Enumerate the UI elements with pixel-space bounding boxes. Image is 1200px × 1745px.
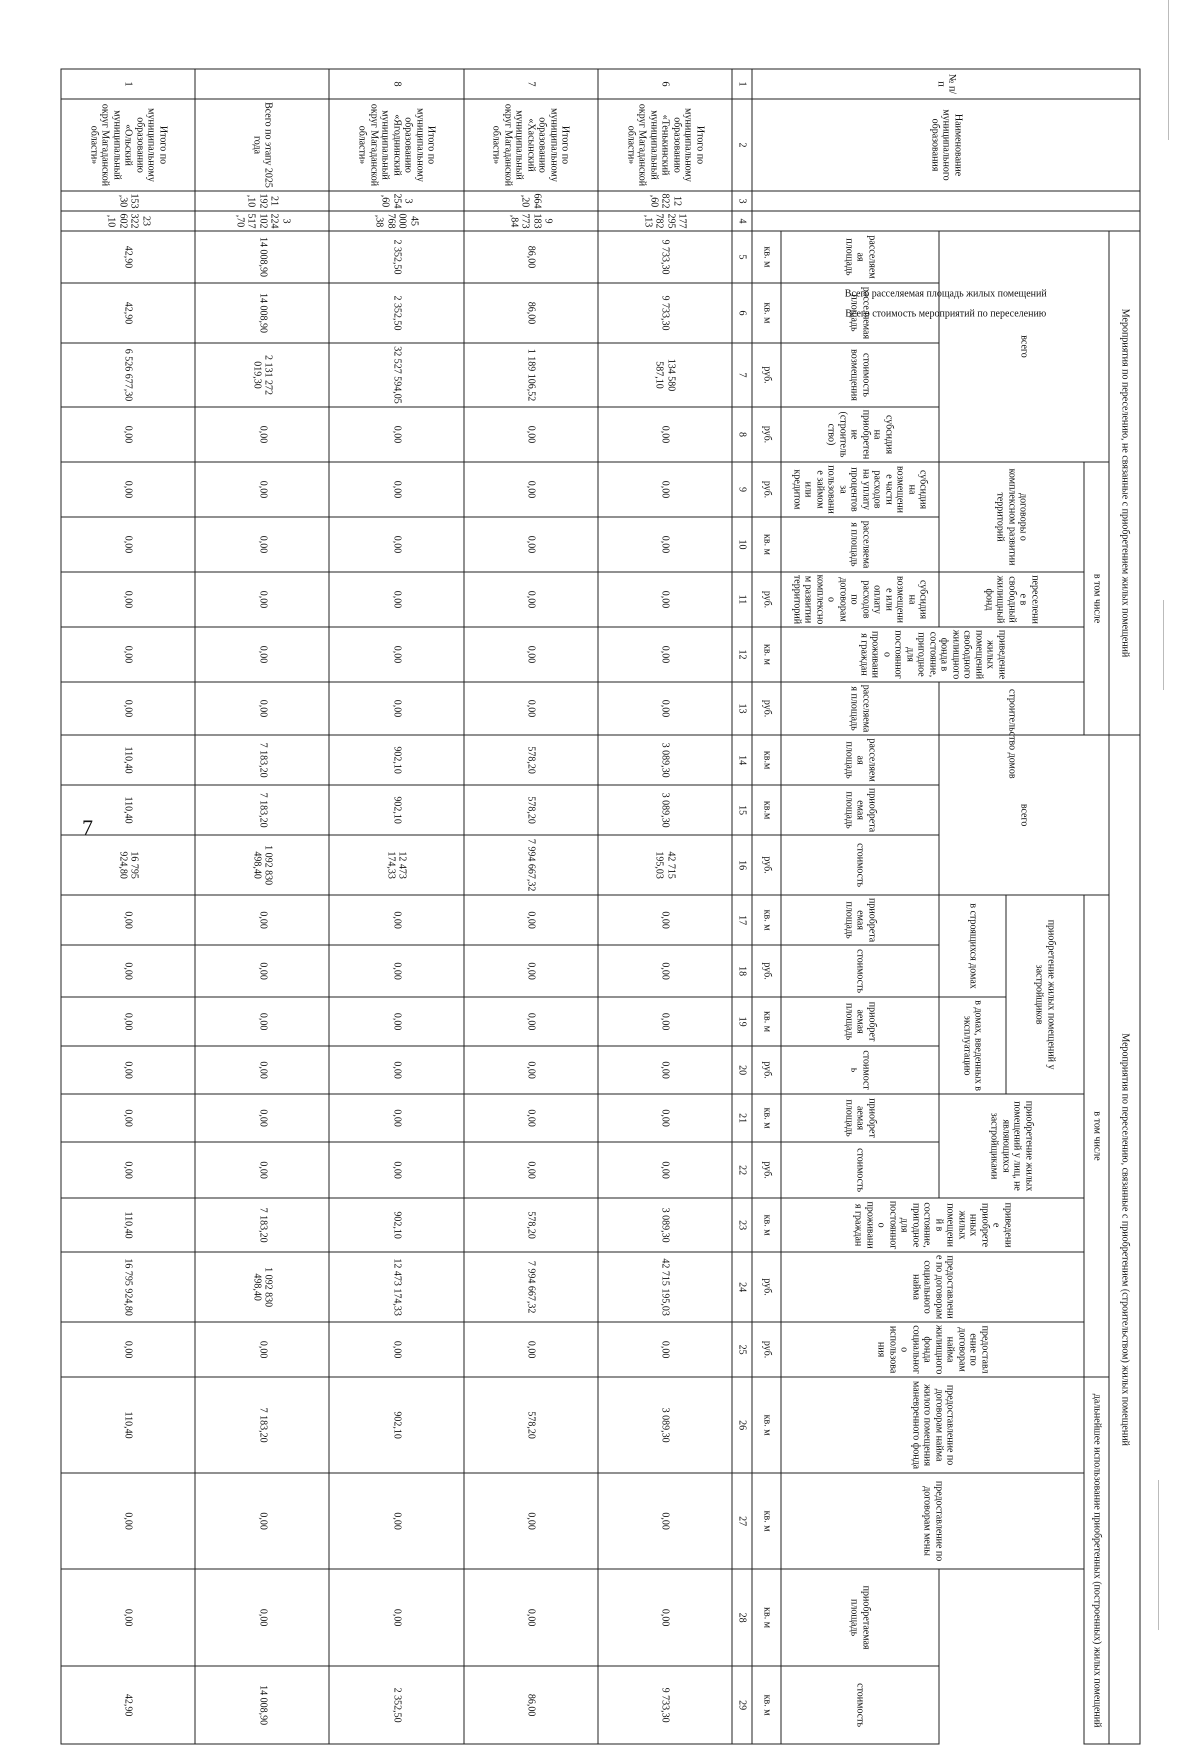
cell-c18: 0,00: [195, 945, 329, 997]
cell-c29: 42,90: [61, 1666, 195, 1744]
header-total-related: всего: [938, 735, 1108, 895]
cell-c10: 0,00: [329, 517, 463, 572]
header-bringing-free: приведение жилых помещений свободного жилищного фонда в состояние, пригодное для постоянного проживания граждан: [781, 627, 1084, 682]
unit-c29: кв. м: [752, 1666, 781, 1744]
unit-c20: руб.: [752, 1046, 781, 1094]
column-number: 15: [731, 785, 751, 835]
cell-c29: 86,00: [463, 1666, 597, 1744]
cell-c13: 0,00: [597, 682, 731, 735]
cell-c18: 0,00: [61, 945, 195, 997]
header-c11: субсидия на возмещение или оплату расходов по договорам о комплексном развитии территорий: [781, 572, 939, 627]
cell-c28: 0,00: [329, 1569, 463, 1666]
cell-c4: 45 000 768,38: [329, 211, 463, 231]
cell-c26: 578,20: [463, 1377, 597, 1473]
cell-c15: 7 183,20: [195, 785, 329, 835]
cell-c9: 0,00: [463, 462, 597, 517]
header-c20: стоимость: [781, 1046, 939, 1094]
header-further-use: дальнейшее использование приобретенных (построенных) жилых помещений: [1084, 1377, 1109, 1744]
cell-c7: 1 189 106,52: [463, 343, 597, 407]
table-row: [597, 69, 731, 1744]
header-group-not-related: Мероприятия по переселению, не связанные с приобретением жилых помещений: [1108, 231, 1139, 735]
cell-c27: 0,00: [597, 1473, 731, 1569]
cell-c14: 7 183,20: [195, 735, 329, 785]
column-number: 23: [731, 1198, 751, 1252]
cell-c4: 9 183 773,84: [463, 211, 597, 231]
column-number: 21: [731, 1094, 751, 1142]
unit-c7: руб.: [752, 343, 781, 407]
row-mo-name: Итого по муниципальному образованию «Ягоднинский муниципальный округ Магаданской области»: [329, 99, 463, 191]
row-mo-name: Итого по муниципальному образованию «Тенькинский муниципальный округ Магаданской области»: [597, 99, 731, 191]
header-c17: приобретаемая площадь: [781, 895, 939, 945]
cell-c9: 0,00: [61, 462, 195, 517]
column-number: 7: [731, 343, 751, 407]
cell-c8: 0,00: [463, 407, 597, 462]
column-number: 3: [731, 191, 751, 211]
header-group-related: Мероприятия по переселению, связанные с приобретением (строительством) жилых помещений: [1108, 735, 1139, 1744]
cell-c7: 32 527 594,05: [329, 343, 463, 407]
header-c8: субсидия на приобретение (строительство): [781, 407, 939, 462]
cell-c21: 0,00: [329, 1094, 463, 1142]
cell-c17: 0,00: [597, 895, 731, 945]
cell-c20: 0,00: [463, 1046, 597, 1094]
cell-c9: 0,00: [597, 462, 731, 517]
header-lease-social-use: предоставление по договорам найма жилищного фонда социального использования: [781, 1322, 1084, 1377]
unit-c10: кв. м: [752, 517, 781, 572]
column-number: 25: [731, 1322, 751, 1377]
cell-c19: 0,00: [61, 997, 195, 1046]
unit-c26: кв. м: [752, 1377, 781, 1473]
table-row: [329, 69, 463, 1744]
cell-c15: 578,20: [463, 785, 597, 835]
cell-c7: 6 526 677,30: [61, 343, 195, 407]
cell-c24: 42 715 195,03: [597, 1252, 731, 1322]
cell-c23: 902,10: [329, 1198, 463, 1252]
table-row: [463, 69, 597, 1744]
cell-c16: 16 795 924,80: [61, 835, 195, 895]
cell-c28: 0,00: [597, 1569, 731, 1666]
rotated-table-container: [60, 69, 1140, 1728]
header-social-lease: предоставление по договорам социального найма: [781, 1252, 1084, 1322]
cell-c20: 0,00: [597, 1046, 731, 1094]
header-in-commissioned: в домах, введенных в эксплуатацию: [938, 997, 1005, 1094]
header-total-area: Всего расселяемая площадь жилых помещений: [752, 191, 1140, 211]
cell-c24: 7 994 667,32: [463, 1252, 597, 1322]
cell-c8: 0,00: [597, 407, 731, 462]
header-bringing-purchased: приведение приобретенных жилых помещений в состояние, пригодное для постоянного проживания граждан: [781, 1198, 1084, 1252]
cell-c17: 0,00: [61, 895, 195, 945]
header-num: № п/п: [752, 69, 1140, 99]
page-number: 7: [82, 815, 93, 840]
header-c19: приобретаемая площадь: [781, 997, 939, 1046]
cell-c26: 110,40: [61, 1377, 195, 1473]
cell-c22: 0,00: [597, 1142, 731, 1198]
cell-c25: 0,00: [61, 1322, 195, 1377]
cell-c11: 0,00: [195, 572, 329, 627]
unit-c19: кв. м: [752, 997, 781, 1046]
cell-c27: 0,00: [329, 1473, 463, 1569]
cell-c26: 7 183,20: [195, 1377, 329, 1473]
column-number: 29: [731, 1666, 751, 1744]
cell-c14: 902,10: [329, 735, 463, 785]
header-c10: расселяемая площадь: [781, 517, 939, 572]
row-mo-name: Итого по муниципальному образованию «Хасынский муниципальный округ Магаданской области»: [463, 99, 597, 191]
column-number: 14: [731, 735, 751, 785]
column-number: 9: [731, 462, 751, 517]
column-number: 1: [731, 69, 751, 99]
header-c14: расселяемая площадь: [781, 735, 939, 785]
header-c5: расселяемая площадь: [781, 231, 939, 283]
cell-c7: 134 580 587,10: [597, 343, 731, 407]
unit-c24: руб.: [752, 1252, 781, 1322]
unit-c16: руб.: [752, 835, 781, 895]
cell-c12: 0,00: [463, 627, 597, 682]
row-number: 6: [597, 69, 731, 99]
unit-c27: кв. м: [752, 1473, 781, 1569]
column-number: 26: [731, 1377, 751, 1473]
header-c21: приобретаемая площадь: [781, 1094, 939, 1142]
row-number: 1: [61, 69, 195, 99]
header-mo-name: Наименование муниципального образования: [752, 99, 1140, 191]
header-c24: стоимость: [781, 1666, 939, 1744]
unit-c25: руб.: [752, 1322, 781, 1377]
cell-c22: 0,00: [329, 1142, 463, 1198]
cell-c16: 7 994 667,32: [463, 835, 597, 895]
header-purchase-developers: приобретение жилых помещений у застройщиков: [1005, 895, 1083, 1094]
cell-c28: 0,00: [195, 1569, 329, 1666]
cell-c4: 23 322 602,10: [61, 211, 195, 231]
cell-c23: 7 183,20: [195, 1198, 329, 1252]
resettlement-table: [60, 69, 1140, 1745]
unit-c12: кв. м: [752, 627, 781, 682]
cell-c28: 0,00: [463, 1569, 597, 1666]
row-mo-name: Всего по этапу 2025 года: [195, 99, 329, 191]
column-number: 2: [731, 99, 751, 191]
column-number: 4: [731, 211, 751, 231]
cell-c13: 0,00: [195, 682, 329, 735]
column-number: 11: [731, 572, 751, 627]
unit-c13: руб.: [752, 682, 781, 735]
column-number: 6: [731, 283, 751, 343]
unit-c15: кв.м: [752, 785, 781, 835]
cell-c13: 0,00: [61, 682, 195, 735]
cell-c11: 0,00: [597, 572, 731, 627]
header-resettle-free-fund: переселение в свободный жилищный фонд: [938, 572, 1083, 627]
cell-c3: 664,20: [463, 191, 597, 211]
scan-edge-line: [1163, 600, 1164, 690]
column-number: 17: [731, 895, 751, 945]
cell-c29: 2 352,50: [329, 1666, 463, 1744]
cell-c21: 0,00: [463, 1094, 597, 1142]
scan-edge-line: [1158, 1480, 1159, 1630]
column-number: 19: [731, 997, 751, 1046]
header-including-1: в том числе: [1084, 462, 1109, 735]
cell-c25: 0,00: [597, 1322, 731, 1377]
cell-c22: 0,00: [195, 1142, 329, 1198]
cell-c24: 16 795 924,80: [61, 1252, 195, 1322]
cell-c9: 0,00: [329, 462, 463, 517]
header-c16: стоимость: [781, 835, 939, 895]
cell-c24: 1 092 830 498,40: [195, 1252, 329, 1322]
column-number: 5: [731, 231, 751, 283]
cell-c15: 902,10: [329, 785, 463, 835]
cell-c7: 2 131 272 019,30: [195, 343, 329, 407]
header-c15: приобретаемая площадь: [781, 785, 939, 835]
cell-c20: 0,00: [329, 1046, 463, 1094]
cell-c27: 0,00: [463, 1473, 597, 1569]
unit-c8: руб.: [752, 407, 781, 462]
header-including-2: в том числе: [1084, 895, 1109, 1377]
cell-c14: 3 089,30: [597, 735, 731, 785]
cell-c21: 0,00: [597, 1094, 731, 1142]
column-number: 28: [731, 1569, 751, 1666]
unit-c17: кв. м: [752, 895, 781, 945]
cell-c19: 0,00: [195, 997, 329, 1046]
header-total-cost: Всего стоимость мероприятий по переселению: [752, 211, 1140, 231]
table-body: [61, 69, 732, 1744]
cell-c10: 0,00: [195, 517, 329, 572]
column-number: 8: [731, 407, 751, 462]
unit-c23: кв. м: [752, 1198, 781, 1252]
cell-c16: 12 473 174,33: [329, 835, 463, 895]
cell-c26: 902,10: [329, 1377, 463, 1473]
cell-c29: 14 008,90: [195, 1666, 329, 1744]
column-number: 13: [731, 682, 751, 735]
cell-c12: 0,00: [195, 627, 329, 682]
cell-c8: 0,00: [195, 407, 329, 462]
column-number: 27: [731, 1473, 751, 1569]
cell-c27: 0,00: [61, 1473, 195, 1569]
cell-c5: 86,00: [463, 231, 597, 283]
unit-c9: руб.: [752, 462, 781, 517]
cell-c25: 0,00: [329, 1322, 463, 1377]
cell-c18: 0,00: [463, 945, 597, 997]
cell-c29: 9 733,30: [597, 1666, 731, 1744]
cell-c10: 0,00: [463, 517, 597, 572]
cell-c20: 0,00: [61, 1046, 195, 1094]
cell-c22: 0,00: [61, 1142, 195, 1198]
cell-c23: 578,20: [463, 1198, 597, 1252]
unit-c18: руб.: [752, 945, 781, 997]
cell-c6: 14 008,90: [195, 283, 329, 343]
row-number: 7: [463, 69, 597, 99]
cell-c19: 0,00: [463, 997, 597, 1046]
table-row: [61, 69, 195, 1744]
cell-c3: 12 822,60: [597, 191, 731, 211]
cell-c27: 0,00: [195, 1473, 329, 1569]
cell-c17: 0,00: [463, 895, 597, 945]
cell-c28: 0,00: [61, 1569, 195, 1666]
cell-c24: 12 473 174,33: [329, 1252, 463, 1322]
header-purchase-non-developers: приобретение жилых помещений у лиц, не являющихся застройщиками: [938, 1094, 1083, 1198]
cell-c16: 42 715 195,03: [597, 835, 731, 895]
cell-c21: 0,00: [195, 1094, 329, 1142]
cell-c3: 21 192,10: [195, 191, 329, 211]
cell-c8: 0,00: [329, 407, 463, 462]
column-number: 24: [731, 1252, 751, 1322]
cell-c19: 0,00: [329, 997, 463, 1046]
header-lease-maneuver: предоставление по договорам найма жилого помещения маневренного фонда: [781, 1377, 1084, 1473]
header-total-not-related: всего: [938, 231, 1108, 462]
header-c23: приобретаемая площадь: [781, 1569, 939, 1666]
unit-c6: кв. м: [752, 283, 781, 343]
cell-c4: 3 224 102 517,70: [195, 211, 329, 231]
header-c9: субсидия на возмещение части расходов на уплату процентов за пользование займом или кредитом: [781, 462, 939, 517]
cell-c5: 2 352,50: [329, 231, 463, 283]
cell-c10: 0,00: [61, 517, 195, 572]
cell-c4: 177 295 782,13: [597, 211, 731, 231]
cell-c10: 0,00: [597, 517, 731, 572]
cell-c11: 0,00: [463, 572, 597, 627]
cell-c26: 3 089,30: [597, 1377, 731, 1473]
cell-c13: 0,00: [329, 682, 463, 735]
cell-c5: 9 733,30: [597, 231, 731, 283]
cell-c19: 0,00: [597, 997, 731, 1046]
cell-c17: 0,00: [195, 895, 329, 945]
cell-c6: 42,90: [61, 283, 195, 343]
cell-c6: 9 733,30: [597, 283, 731, 343]
cell-c6: 86,00: [463, 283, 597, 343]
cell-c11: 0,00: [61, 572, 195, 627]
header-c12: расселяемая площадь: [781, 682, 939, 735]
unit-c14: кв.м: [752, 735, 781, 785]
cell-c8: 0,00: [61, 407, 195, 462]
cell-c18: 0,00: [597, 945, 731, 997]
header-c7: стоимость возмещения: [781, 343, 939, 407]
row-number: 8: [329, 69, 463, 99]
cell-c25: 0,00: [195, 1322, 329, 1377]
cell-c15: 110,40: [61, 785, 195, 835]
column-number: 18: [731, 945, 751, 997]
header-in-building: в строящихся домах: [938, 895, 1005, 997]
header-construction: строительство домов: [938, 682, 1083, 785]
cell-c14: 578,20: [463, 735, 597, 785]
cell-c6: 2 352,50: [329, 283, 463, 343]
cell-c9: 0,00: [195, 462, 329, 517]
unit-c28: кв. м: [752, 1569, 781, 1666]
column-number: 22: [731, 1142, 751, 1198]
column-number: 20: [731, 1046, 751, 1094]
header-c18: стоимость: [781, 945, 939, 997]
cell-c23: 3 089,30: [597, 1198, 731, 1252]
cell-c12: 0,00: [329, 627, 463, 682]
cell-c11: 0,00: [329, 572, 463, 627]
unit-c11: руб.: [752, 572, 781, 627]
cell-c25: 0,00: [463, 1322, 597, 1377]
header-exchange: предоставление по договорам мены: [781, 1473, 1084, 1569]
cell-c3: 3 254,60: [329, 191, 463, 211]
row-number: [195, 69, 329, 99]
cell-c12: 0,00: [61, 627, 195, 682]
cell-c23: 110,40: [61, 1198, 195, 1252]
cell-c16: 1 092 830 498,40: [195, 835, 329, 895]
cell-c14: 110,40: [61, 735, 195, 785]
header-c22: стоимость: [781, 1142, 939, 1198]
cell-c15: 3 089,30: [597, 785, 731, 835]
table-row: [195, 69, 329, 1744]
cell-c12: 0,00: [597, 627, 731, 682]
cell-c18: 0,00: [329, 945, 463, 997]
cell-c5: 14 008,90: [195, 231, 329, 283]
cell-c22: 0,00: [463, 1142, 597, 1198]
cell-c5: 42,90: [61, 231, 195, 283]
column-number: 16: [731, 835, 751, 895]
scan-edge-line: [1168, 0, 1169, 140]
cell-c17: 0,00: [329, 895, 463, 945]
unit-c5: кв. м: [752, 231, 781, 283]
column-number-row: [731, 69, 751, 1744]
row-mo-name: Итого по муниципальному образованию «Ольский муниципальный округ Магаданской области»: [61, 99, 195, 191]
header-c6: расселяемая площадь: [781, 283, 939, 343]
header-complex-contracts: договоры о комплексном развитии территорий: [938, 462, 1083, 572]
cell-c13: 0,00: [463, 682, 597, 735]
column-number: 12: [731, 627, 751, 682]
cell-c20: 0,00: [195, 1046, 329, 1094]
unit-c22: руб.: [752, 1142, 781, 1198]
cell-c21: 0,00: [61, 1094, 195, 1142]
column-number: 10: [731, 517, 751, 572]
cell-c3: 153,30: [61, 191, 195, 211]
unit-c21: кв. м: [752, 1094, 781, 1142]
